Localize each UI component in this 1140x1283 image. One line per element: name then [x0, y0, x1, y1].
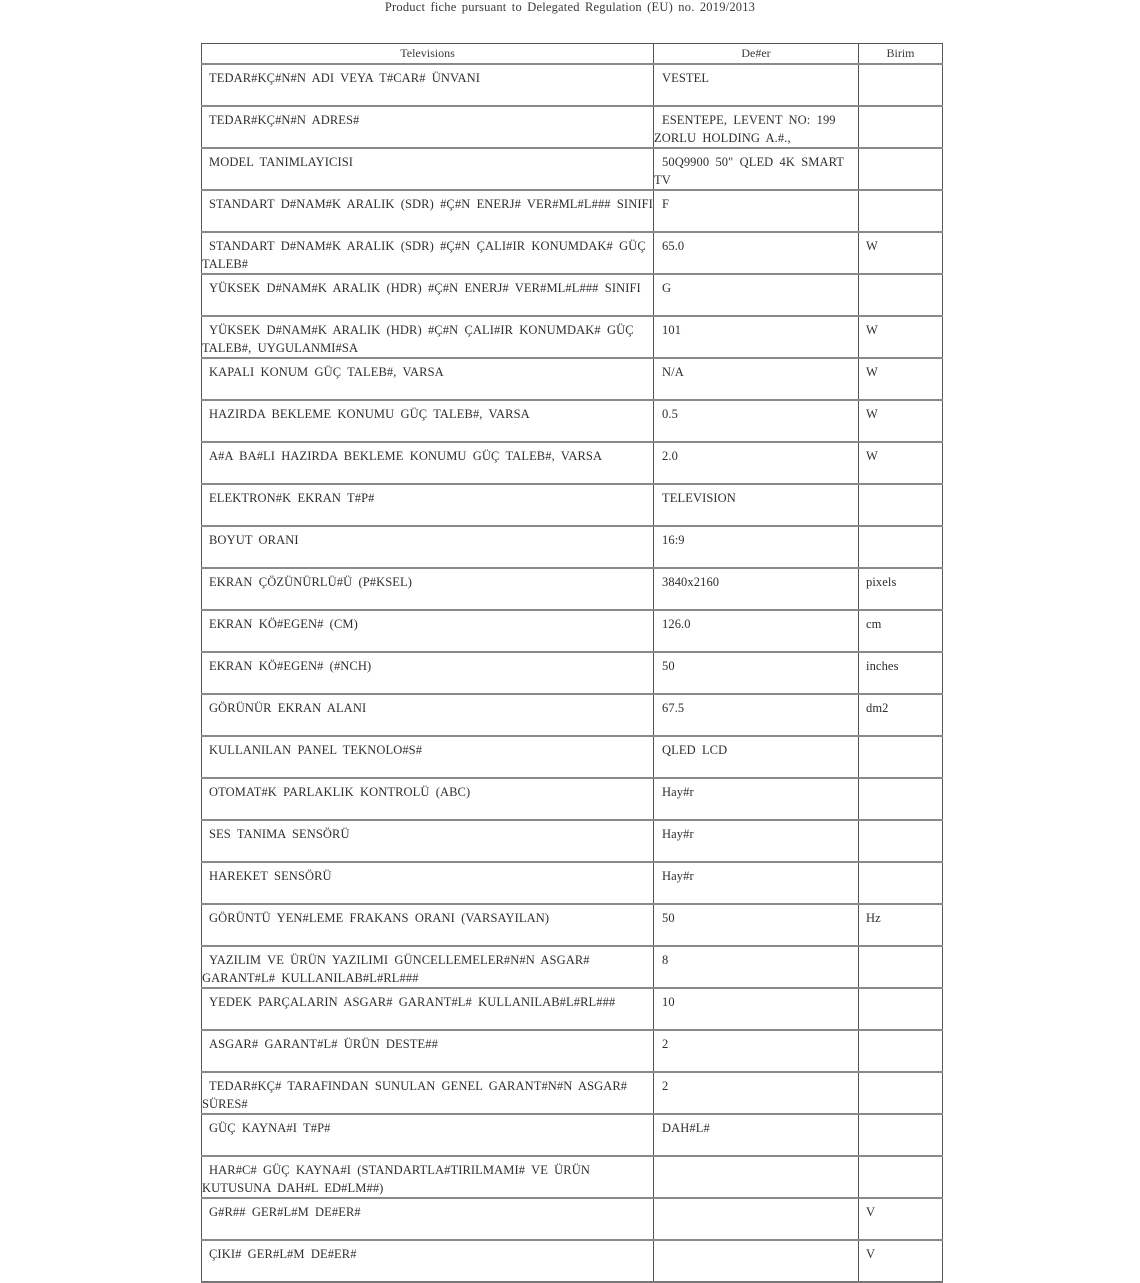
row-value	[654, 1156, 859, 1198]
table-row	[202, 652, 943, 694]
table-row	[202, 862, 943, 904]
table-row	[202, 610, 943, 652]
row-parameter: TEDAR#KÇ#N#N ADRES#	[202, 106, 654, 148]
document-title: Product fiche pursuant to Delegated Regulation (EU) no. 2019/2013	[384, 0, 756, 14]
product-fiche-table	[201, 43, 943, 1283]
row-parameter: YÜKSEK D#NAM#K ARALIK (HDR) #Ç#N ENERJ# VER#ML#L### SINIFI	[202, 274, 654, 316]
row-unit: Hz	[859, 904, 943, 946]
row-unit	[859, 190, 943, 232]
row-parameter: KAPALI KONUM GÜÇ TALEB#, VARSA	[202, 358, 654, 400]
table-row	[202, 400, 943, 442]
table-row	[202, 778, 943, 820]
row-unit	[859, 1072, 943, 1114]
row-parameter: EKRAN KÖ#EGEN# (CM)	[202, 610, 654, 652]
table-row	[202, 1030, 943, 1072]
row-unit: pixels	[859, 568, 943, 610]
row-unit	[859, 274, 943, 316]
row-unit	[859, 484, 943, 526]
row-value: 50Q9900 50" QLED 4K SMART TV	[654, 148, 859, 190]
row-unit	[859, 64, 943, 106]
row-value: N/A	[654, 358, 859, 400]
row-unit: W	[859, 316, 943, 358]
table-row	[202, 274, 943, 316]
table-row	[202, 694, 943, 736]
row-value: 3840x2160	[654, 568, 859, 610]
row-parameter: YÜKSEK D#NAM#K ARALIK (HDR) #Ç#N ÇALI#IR KONUMDAK# GÜÇ TALEB#, UYGULANMI#SA	[202, 316, 654, 358]
row-unit: W	[859, 442, 943, 484]
row-unit: W	[859, 232, 943, 274]
table-row	[202, 484, 943, 526]
row-value: G	[654, 274, 859, 316]
row-unit	[859, 526, 943, 568]
table-row	[202, 904, 943, 946]
header-unit: Birim	[859, 44, 943, 65]
row-unit	[859, 736, 943, 778]
row-parameter: STANDART D#NAM#K ARALIK (SDR) #Ç#N ENERJ# VER#ML#L### SINIFI	[202, 190, 654, 232]
row-value: Hay#r	[654, 862, 859, 904]
row-value: Hay#r	[654, 778, 859, 820]
row-parameter: GÖRÜNÜR EKRAN ALANI	[202, 694, 654, 736]
row-unit	[859, 1030, 943, 1072]
row-value: 50	[654, 904, 859, 946]
table-row	[202, 820, 943, 862]
header-televisions: Televisions	[202, 44, 654, 65]
row-parameter: STANDART D#NAM#K ARALIK (SDR) #Ç#N ÇALI#IR KONUMDAK# GÜÇ TALEB#	[202, 232, 654, 274]
table-row	[202, 1114, 943, 1156]
row-value: 2	[654, 1030, 859, 1072]
row-parameter: A#A BA#LI HAZIRDA BEKLEME KONUMU GÜÇ TALEB#, VARSA	[202, 442, 654, 484]
row-parameter: YAZILIM VE ÜRÜN YAZILIMI GÜNCELLEMELER#N#N ASGAR# GARANT#L# KULLANILAB#L#RL###	[202, 946, 654, 988]
row-value: VESTEL	[654, 64, 859, 106]
row-unit: cm	[859, 610, 943, 652]
table-row	[202, 736, 943, 778]
row-unit: V	[859, 1198, 943, 1240]
row-value: TELEVISION	[654, 484, 859, 526]
row-parameter: GÜÇ KAYNA#I T#P#	[202, 1114, 654, 1156]
row-parameter: EKRAN ÇÖZÜNÜRLÜ#Ü (P#KSEL)	[202, 568, 654, 610]
table-row	[202, 1240, 943, 1282]
table-row	[202, 232, 943, 274]
row-parameter: ÇIKI# GER#L#M DE#ER#	[202, 1240, 654, 1282]
row-parameter: ELEKTRON#K EKRAN T#P#	[202, 484, 654, 526]
row-value: 126.0	[654, 610, 859, 652]
row-value: 101	[654, 316, 859, 358]
row-value: ESENTEPE, LEVENT NO: 199 ZORLU HOLDING A.#.,	[654, 106, 859, 148]
row-unit	[859, 862, 943, 904]
row-parameter: EKRAN KÖ#EGEN# (#NCH)	[202, 652, 654, 694]
row-parameter: HAZIRDA BEKLEME KONUMU GÜÇ TALEB#, VARSA	[202, 400, 654, 442]
row-value: DAH#L#	[654, 1114, 859, 1156]
row-parameter: OTOMAT#K PARLAKLIK KONTROLÜ (ABC)	[202, 778, 654, 820]
row-unit	[859, 1114, 943, 1156]
row-value: 65.0	[654, 232, 859, 274]
row-unit	[859, 988, 943, 1030]
table-row	[202, 442, 943, 484]
row-parameter: HAR#C# GÜÇ KAYNA#I (STANDARTLA#TIRILMAMI# VE ÜRÜN KUTUSUNA DAH#L ED#LM##)	[202, 1156, 654, 1198]
row-parameter: G#R## GER#L#M DE#ER#	[202, 1198, 654, 1240]
table-row	[202, 190, 943, 232]
row-parameter: HAREKET SENSÖRÜ	[202, 862, 654, 904]
row-unit	[859, 1156, 943, 1198]
row-unit	[859, 820, 943, 862]
table-row	[202, 526, 943, 568]
row-value: F	[654, 190, 859, 232]
row-value: 16:9	[654, 526, 859, 568]
row-parameter: TEDAR#KÇ#N#N ADI VEYA T#CAR# ÜNVANI	[202, 64, 654, 106]
row-unit	[859, 946, 943, 988]
row-unit	[859, 778, 943, 820]
table-row	[202, 568, 943, 610]
row-unit: dm2	[859, 694, 943, 736]
row-value: 50	[654, 652, 859, 694]
row-value: QLED LCD	[654, 736, 859, 778]
row-value: 2	[654, 1072, 859, 1114]
table-row	[202, 988, 943, 1030]
table-row	[202, 358, 943, 400]
table-row	[202, 1198, 943, 1240]
row-value: 8	[654, 946, 859, 988]
row-parameter: GÖRÜNTÜ YEN#LEME FRAKANS ORANI (VARSAYILAN)	[202, 904, 654, 946]
row-parameter: YEDEK PARÇALARIN ASGAR# GARANT#L# KULLANILAB#L#RL###	[202, 988, 654, 1030]
table-header-row	[202, 44, 943, 65]
row-unit: V	[859, 1240, 943, 1282]
table-row	[202, 316, 943, 358]
table-row	[202, 946, 943, 988]
table-row	[202, 1072, 943, 1114]
row-value: 2.0	[654, 442, 859, 484]
header-value: De#er	[654, 44, 859, 65]
row-unit: inches	[859, 652, 943, 694]
table-body	[202, 64, 943, 1282]
row-value	[654, 1198, 859, 1240]
row-value: 0.5	[654, 400, 859, 442]
row-unit: W	[859, 400, 943, 442]
table-row	[202, 106, 943, 148]
table-row	[202, 148, 943, 190]
row-parameter: KULLANILAN PANEL TEKNOLO#S#	[202, 736, 654, 778]
row-unit	[859, 148, 943, 190]
table-row	[202, 64, 943, 106]
row-value	[654, 1240, 859, 1282]
table-row	[202, 1156, 943, 1198]
row-parameter: SES TANIMA SENSÖRÜ	[202, 820, 654, 862]
row-parameter: ASGAR# GARANT#L# ÜRÜN DESTE##	[202, 1030, 654, 1072]
row-unit: W	[859, 358, 943, 400]
row-value: Hay#r	[654, 820, 859, 862]
row-value: 10	[654, 988, 859, 1030]
row-parameter: MODEL TANIMLAYICISI	[202, 148, 654, 190]
row-value: 67.5	[654, 694, 859, 736]
row-parameter: TEDAR#KÇ# TARAFINDAN SUNULAN GENEL GARANT#N#N ASGAR# SÜRES#	[202, 1072, 654, 1114]
row-unit	[859, 106, 943, 148]
row-parameter: BOYUT ORANI	[202, 526, 654, 568]
